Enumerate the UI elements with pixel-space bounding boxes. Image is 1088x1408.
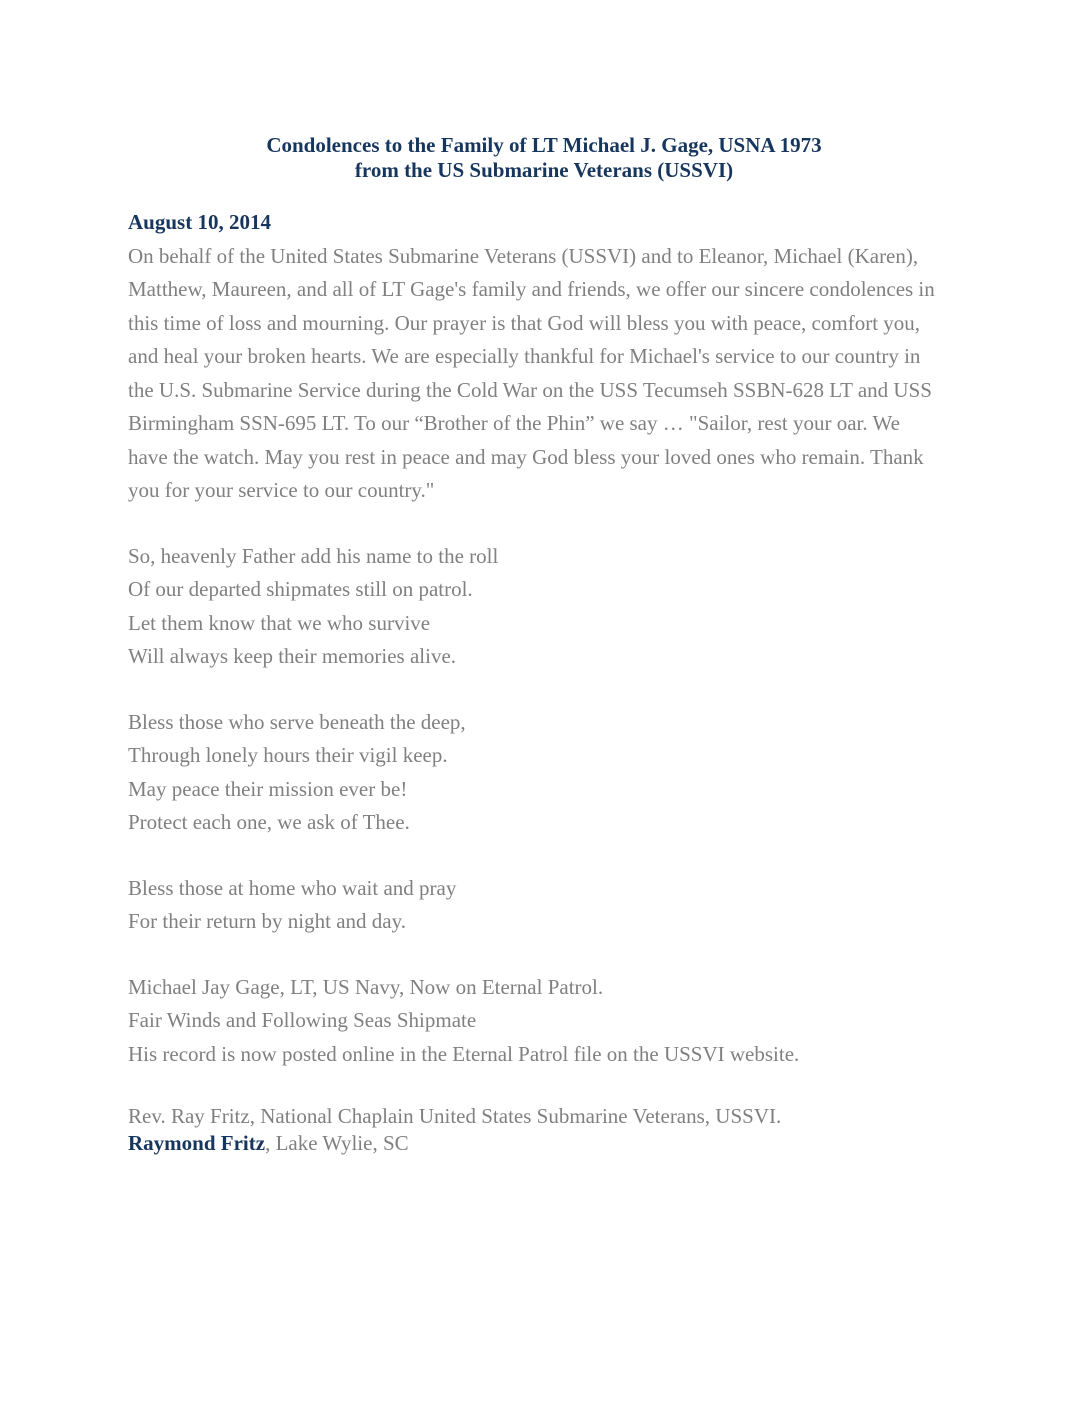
poem-stanza-2	[128, 706, 960, 840]
letter-date: August 10, 2014	[128, 210, 271, 234]
poem-line: For their return by night and day.	[128, 909, 406, 933]
letter-content	[128, 133, 960, 1157]
poem-line: May peace their mission ever be!	[128, 776, 408, 801]
closing-line: Fair Winds and Following Seas Shipmate	[128, 1008, 477, 1032]
signature-title-line: Rev. Ray Fritz, National Chaplain United States Submarine Veterans, USSVI.	[128, 1104, 782, 1128]
title-line-1: Condolences to the Family of LT Michael J. Gage, USNA 1973	[266, 133, 822, 157]
signature-name: Raymond Fritz	[128, 1131, 266, 1155]
poem-stanza-3	[128, 872, 960, 939]
poem-line: Will always keep their memories alive.	[128, 644, 457, 668]
poem-line: Of our departed shipmates still on patrol.	[128, 577, 473, 601]
closing-block	[128, 971, 960, 1072]
paragraph-line: Birmingham SSN-695 LT. To our “Brother of the Phin” we say … "Sailor, rest your oar. We	[128, 411, 900, 435]
poem-line: Bless those who serve beneath the deep,	[128, 709, 466, 734]
letter-title	[128, 133, 960, 183]
signature-block	[128, 1103, 960, 1157]
opening-paragraph	[128, 240, 960, 508]
paragraph-line: Matthew, Maureen, and all of LT Gage's family and friends, we offer our sincere condolences in	[128, 277, 935, 301]
poem-stanza-1	[128, 540, 960, 674]
signature-location: , Lake Wylie, SC	[265, 1131, 409, 1155]
paragraph-line: the U.S. Submarine Service during the Cold War on the USS Tecumseh SSBN-628 LT and USS	[128, 377, 932, 402]
paragraph-line: this time of loss and mourning. Our prayer is that God will bless you with peace, comfort you,	[128, 310, 921, 335]
poem-line: Protect each one, we ask of Thee.	[128, 810, 410, 834]
poem-line: Let them know that we who survive	[128, 610, 431, 635]
poem-line: Through lonely hours their vigil keep.	[128, 743, 448, 767]
paragraph-line: you for your service to our country."	[128, 478, 435, 502]
closing-line: His record is now posted online in the Eternal Patrol file on the USSVI website.	[128, 1041, 800, 1066]
poem-line: So, heavenly Father add his name to the roll	[128, 543, 499, 568]
closing-line: Michael Jay Gage, LT, US Navy, Now on Eternal Patrol.	[128, 974, 604, 999]
signature-name-line	[128, 1130, 960, 1157]
paragraph-line: and heal your broken hearts. We are especially thankful for Michael's service to our country in	[128, 344, 921, 368]
paragraph-line: On behalf of the United States Submarine Veterans (USSVI) and to Eleanor, Michael (Karen),	[128, 243, 919, 268]
title-line-2: from the US Submarine Veterans (USSVI)	[354, 158, 734, 182]
paragraph-line: have the watch. May you rest in peace and may God bless your loved ones who remain. Thank	[128, 444, 924, 469]
poem-line: Bless those at home who wait and pray	[128, 875, 457, 900]
